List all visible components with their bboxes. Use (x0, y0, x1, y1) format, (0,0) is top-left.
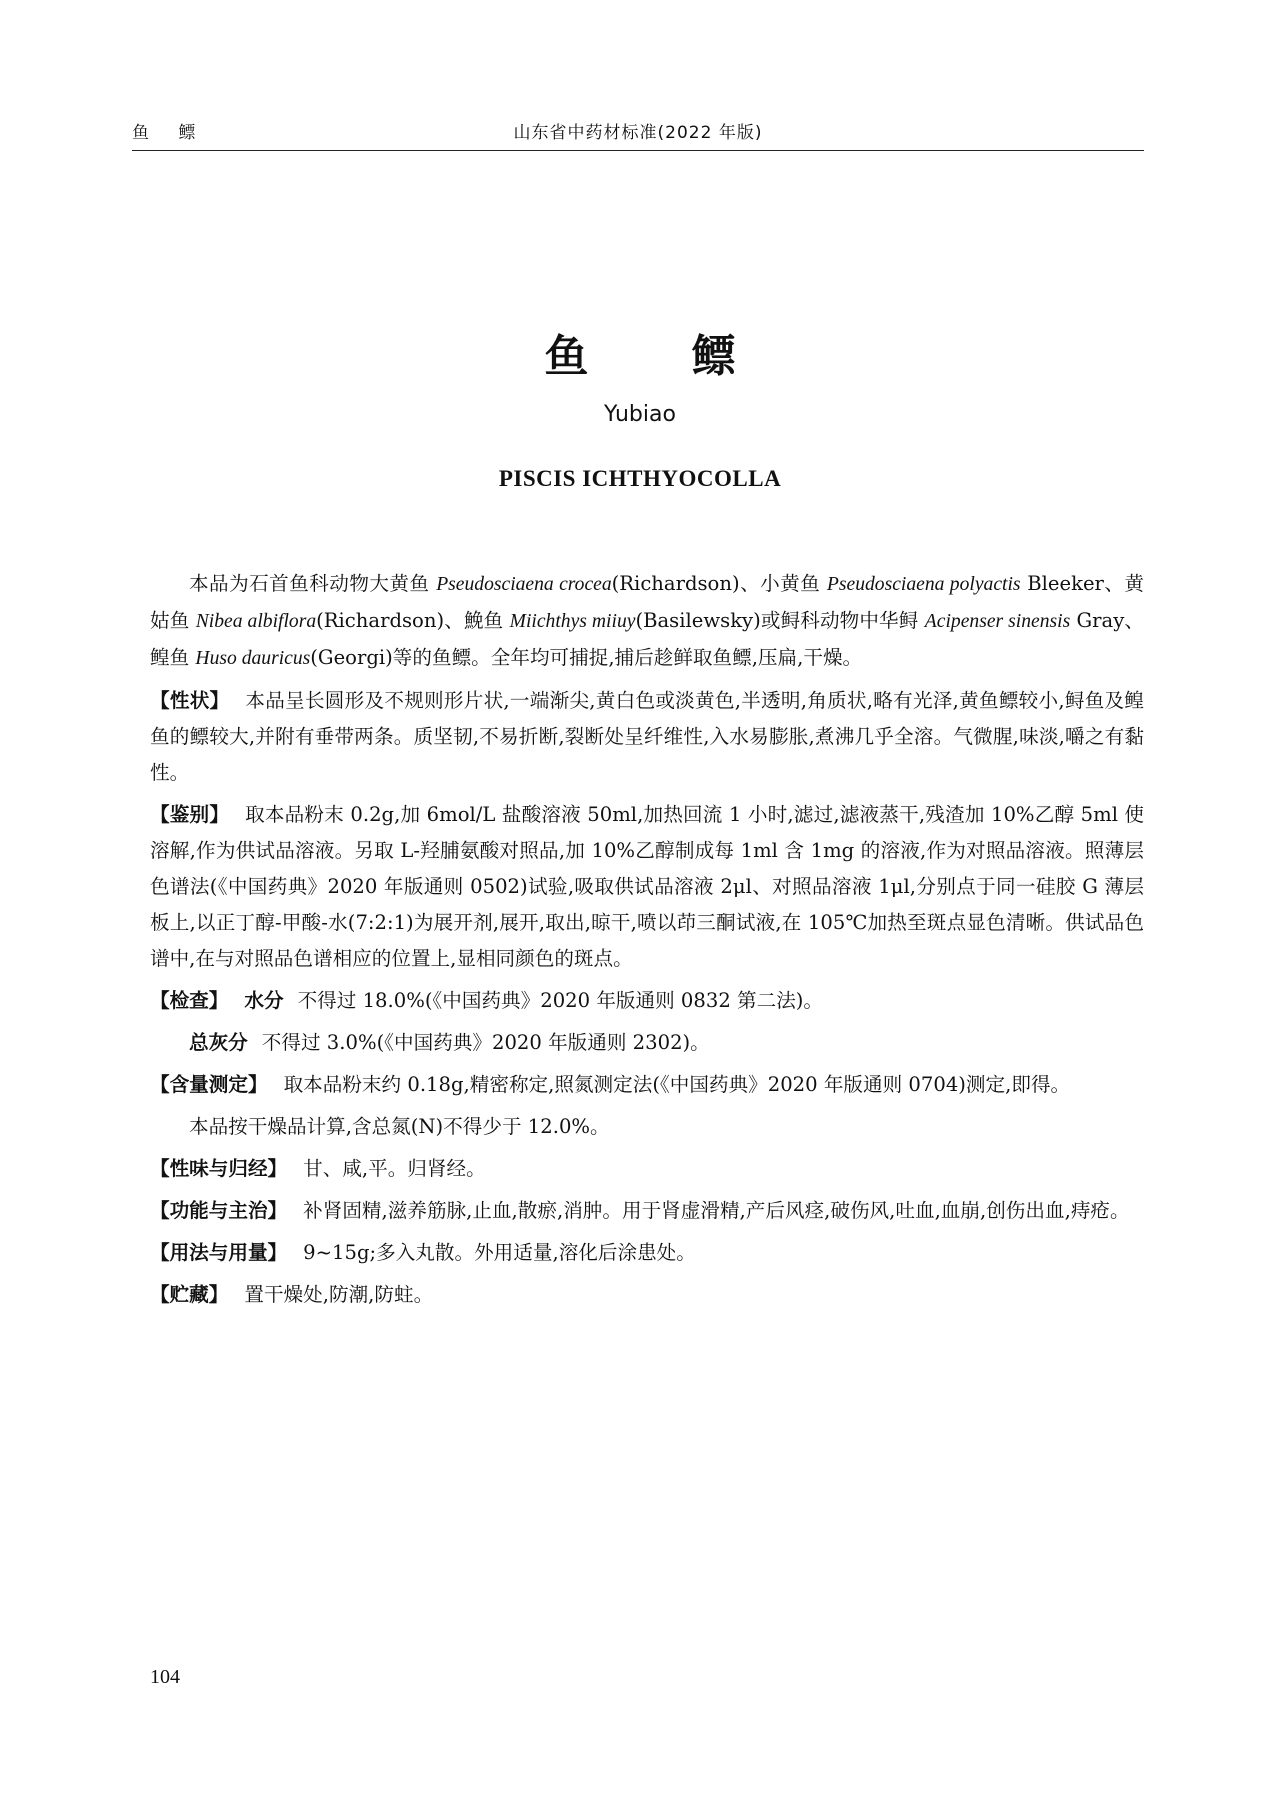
species-name: Pseudosciaena crocea (436, 574, 612, 595)
running-header (132, 112, 1144, 146)
section-text: 补肾固精,滋养筋脉,止血,散瘀,消肿。用于肾虚滑精,产后风痉,破伤风,吐血,血崩,创伤出血,痔疮。 (303, 1199, 1130, 1222)
section-inspection (150, 983, 1144, 1019)
species-name: Nibea albiflora (195, 611, 317, 632)
intro-text: (Richardson)、小黄鱼 (611, 572, 827, 595)
monograph-body (150, 566, 1144, 1319)
section-label: 【检查】 (150, 989, 229, 1012)
section-text: 取本品粉末约 0.18g,精密称定,照氮测定法(《中国药典》2020 年版通则 0704)测定,即得。 (283, 1073, 1071, 1096)
section-text: 本品按干燥品计算,含总氮(N)不得少于 12.0%。 (189, 1115, 610, 1138)
section-text: 不得过 3.0%(《中国药典》2020 年版通则 2302)。 (261, 1031, 710, 1054)
section-label: 【贮藏】 (150, 1283, 229, 1306)
intro-paragraph (150, 566, 1144, 677)
header-left-title: 鱼 鳔 (132, 123, 208, 143)
section-assay-limit (150, 1109, 1144, 1145)
intro-text: 本品为石首鱼科动物大黄鱼 (189, 572, 437, 595)
section-label: 【性状】 (150, 689, 230, 712)
section-label: 【用法与用量】 (150, 1241, 288, 1264)
section-text: 甘、咸,平。归肾经。 (303, 1157, 486, 1180)
page-number: 104 (150, 1666, 180, 1688)
section-storage (150, 1277, 1144, 1313)
header-book-title: 山东省中药材标准(2022 年版) (513, 123, 763, 143)
section-characteristics (150, 683, 1144, 791)
pinyin-name: Yubiao (604, 402, 676, 427)
page-title: 鱼 鳔 (544, 331, 780, 382)
section-label: 【性味与归经】 (150, 1157, 288, 1180)
section-text: 置干燥处,防潮,防蛀。 (244, 1283, 434, 1306)
intro-text: (Georgi)等的鱼鳔。全年均可捕捉,捕后趁鲜取鱼鳔,压扁,干燥。 (310, 646, 863, 669)
section-functions (150, 1193, 1144, 1229)
section-identification (150, 797, 1144, 977)
section-text: 本品呈长圆形及不规则形片状,一端渐尖,黄白色或淡黄色,半透明,角质状,略有光泽,黄鱼鳔较小,鲟鱼及鳇鱼的鳔较大,并附有垂带两条。质坚韧,不易折断,裂断处呈纤维性,入水易膨胀,煮沸几乎全溶。气微腥,味淡,嚼之有黏性。 (150, 689, 1145, 784)
section-usage-dosage (150, 1235, 1144, 1271)
section-nature-meridian (150, 1151, 1144, 1187)
section-label: 【鉴别】 (150, 803, 230, 826)
subsection-label: 总灰分 (189, 1031, 248, 1054)
section-assay (150, 1067, 1144, 1103)
section-inspection-ash (150, 1025, 1144, 1061)
section-text: 9~15g;多入丸散。外用适量,溶化后涂患处。 (303, 1241, 696, 1264)
species-name: Acipenser sinensis (924, 611, 1071, 632)
species-name: Huso dauricus (195, 648, 311, 669)
species-name: Miichthys miiuy (509, 611, 636, 632)
section-label: 【功能与主治】 (150, 1199, 288, 1222)
intro-text: (Basilewsky)或鲟科动物中华鲟 (635, 609, 925, 632)
section-text: 不得过 18.0%(《中国药典》2020 年版通则 0832 第二法)。 (297, 989, 824, 1012)
section-label: 【含量测定】 (150, 1073, 268, 1096)
intro-text: Bleeker、黄姑鱼 (150, 572, 1144, 632)
intro-text: (Richardson)、鮸鱼 (316, 609, 510, 632)
subsection-label: 水分 (244, 989, 284, 1012)
species-name: Pseudosciaena polyactis (826, 574, 1021, 595)
section-text: 取本品粉末 0.2g,加 6mol/L 盐酸溶液 50ml,加热回流 1 小时,滤过,滤液蒸干,残渣加 10%乙醇 5ml 使溶解,作为供试品溶液。另取 L-羟脯氨酸对照品,加 10%乙醇制成每 1ml 含 1mg 的溶液,作为对照品溶液。照薄层色谱法(《中国药典》2020 年版通则 0502)试验,吸取供试品溶液 2μl、对照品溶液 1μl,分别点于同一硅胶 G 薄层板上,以正丁醇-甲酸-水(7:2:1)为展开剂,展开,取出,晾干,喷以茚三酮试液,在 105℃加热至斑点显色清晰。供试品色谱中,在与对照品色谱相应的位置上,显相同颜色的斑点。 (150, 803, 1144, 970)
header-rule (132, 150, 1144, 151)
intro-text: Gray、鳇鱼 (150, 609, 1145, 669)
latin-name: PISCIS ICHTHYOCOLLA (498, 466, 782, 491)
